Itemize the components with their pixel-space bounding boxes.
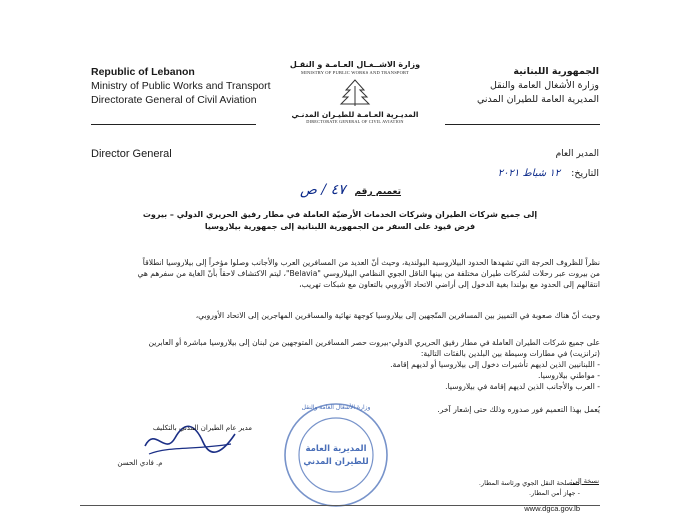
memo-label: تعميم رقم xyxy=(354,187,401,197)
paragraph-1 xyxy=(80,257,600,290)
copies-item-1: - مصلحة النقل الجوي ورئاسة المطار. xyxy=(478,479,580,487)
paragraph-3-line-2: (ترانزيت) في مطارات وسيطة بين البلدين بالفئات التالية: xyxy=(420,349,600,358)
paragraph-3-line-5: - العرب والأجانب الذين لديهم إقامة في بيلاروسيا. xyxy=(445,382,600,391)
header-en-rule xyxy=(91,124,256,125)
paragraph-1-line-1: نظراً للظروف الحرجة التي تشهدها الحدود البيلاروسية البولندية، وحيث أنّ العديد من المسافرين العرب والأجانب وصلوا مؤخراً إلى بيلاروسيا انطلاقاً xyxy=(142,258,600,267)
memo-number: ٤٧ / ص xyxy=(300,182,346,198)
signature-name: م. فادي الحسن xyxy=(117,459,163,467)
header-ar-line-1: الجمهورية اللبنانية xyxy=(513,66,599,77)
center-ar-bottom: المديـرية العـامـة للطيـران المدنـي xyxy=(291,110,419,119)
copies-list xyxy=(470,478,580,498)
paragraph-3-line-4: - مواطني بيلاروسيا. xyxy=(538,371,600,380)
recipient-arabic: المدير العام xyxy=(555,149,599,159)
stamp-outer-text: وزارة الأشغال العامة والنقل xyxy=(301,404,371,411)
date-line xyxy=(379,168,599,179)
subject-line-1: إلى جميع شركات الطيران وشركات الخدمات الأرضيّة العاملة في مطار رفيق الحريري الدولي – بيروت xyxy=(142,210,538,219)
header-ar-line-2: وزارة الأشغال العامة والنقل xyxy=(489,80,599,91)
signature-title: مدير عام الطيران المدني بالتكليف xyxy=(152,424,252,432)
header-center-logo xyxy=(285,60,425,124)
footer-website: www.dgca.gov.lb xyxy=(524,504,580,513)
paragraph-1-line-3: انتقالهم إلى الحدود مع بولندا بغية الدخول إلى أراضي الاتحاد الأوروبي بالتعاون مع شبكات تهريب، xyxy=(299,280,600,289)
date-label: التاريخ: xyxy=(571,168,599,179)
copies-label: نسخة إلى: xyxy=(570,477,599,485)
header-en-line-3: Directorate General of Civil Aviation xyxy=(91,94,257,106)
stamp-inner xyxy=(301,443,371,469)
paragraph-3-line-3: - اللبنانيين الذين لديهم تأشيرات دخول إلى بيلاروسيا أو لديهم إقامة. xyxy=(390,360,600,369)
paragraph-4-line-1: يُعمل بهذا التعميم فور صدوره وذلك حتى إشعار آخر. xyxy=(437,405,600,414)
subject-block xyxy=(140,209,540,233)
header-english xyxy=(91,65,271,107)
paragraph-2 xyxy=(80,310,600,321)
cedar-emblem-icon xyxy=(337,78,373,108)
copies-item-2: - جهاز أمن المطار. xyxy=(529,489,580,497)
header-en-line-2: Ministry of Public Works and Transport xyxy=(91,80,271,92)
recipient-english: Director General xyxy=(91,148,172,160)
center-en-bottom: DIRECTORATE GENERAL OF CIVIL AVIATION xyxy=(306,119,404,124)
paragraph-3-line-1: على جميع شركات الطيران العاملة في مطار رفيق الحريري الدولي-بيروت حصر المسافرين المتوجهين من لبنان إلى بيلاروسيا مباشرة أو العابرين xyxy=(148,338,600,347)
paragraph-1-line-2: من بيروت عبر رحلات لشركات طيران مختلفة من بينها الناقل الجوي النظامي البيلاروسي "Belavia"، ليتم الاكتشاف لاحقاً بأنّ الغاية من سفرهم هي xyxy=(137,269,600,278)
date-value: ١٢ شباط ٢٠٢١ xyxy=(497,168,561,179)
header-ar-rule xyxy=(445,124,600,125)
subject-line-2: فرض قيود على السفر من الجمهورية اللبنانية إلى جمهورية بيلاروسيا xyxy=(204,222,476,231)
paragraph-3 xyxy=(80,337,600,392)
stamp-inner-line-1: المديرية العامة xyxy=(305,444,367,454)
center-en-top: MINISTRY OF PUBLIC WORKS AND TRANSPORT xyxy=(301,70,409,75)
header-ar-line-3: المديرية العامة للطيران المدني xyxy=(476,94,599,105)
memo-line xyxy=(271,182,401,198)
stamp-inner-line-2: للطيران المدني xyxy=(303,457,369,467)
paragraph-2-line-1: وحيث أنّ هناك صعوبة في التمييز بين المسافرين المتّجهين إلى بيلاروسيا كوجهة نهائية والمسافرين المهاجرين إلى الاتحاد الأوروبي، xyxy=(195,311,600,320)
header-en-line-1: Republic of Lebanon xyxy=(91,66,195,78)
header-arabic xyxy=(477,65,599,107)
center-ar-top: وزارة الاشــغـال العـامـة و النقـل xyxy=(289,60,421,69)
